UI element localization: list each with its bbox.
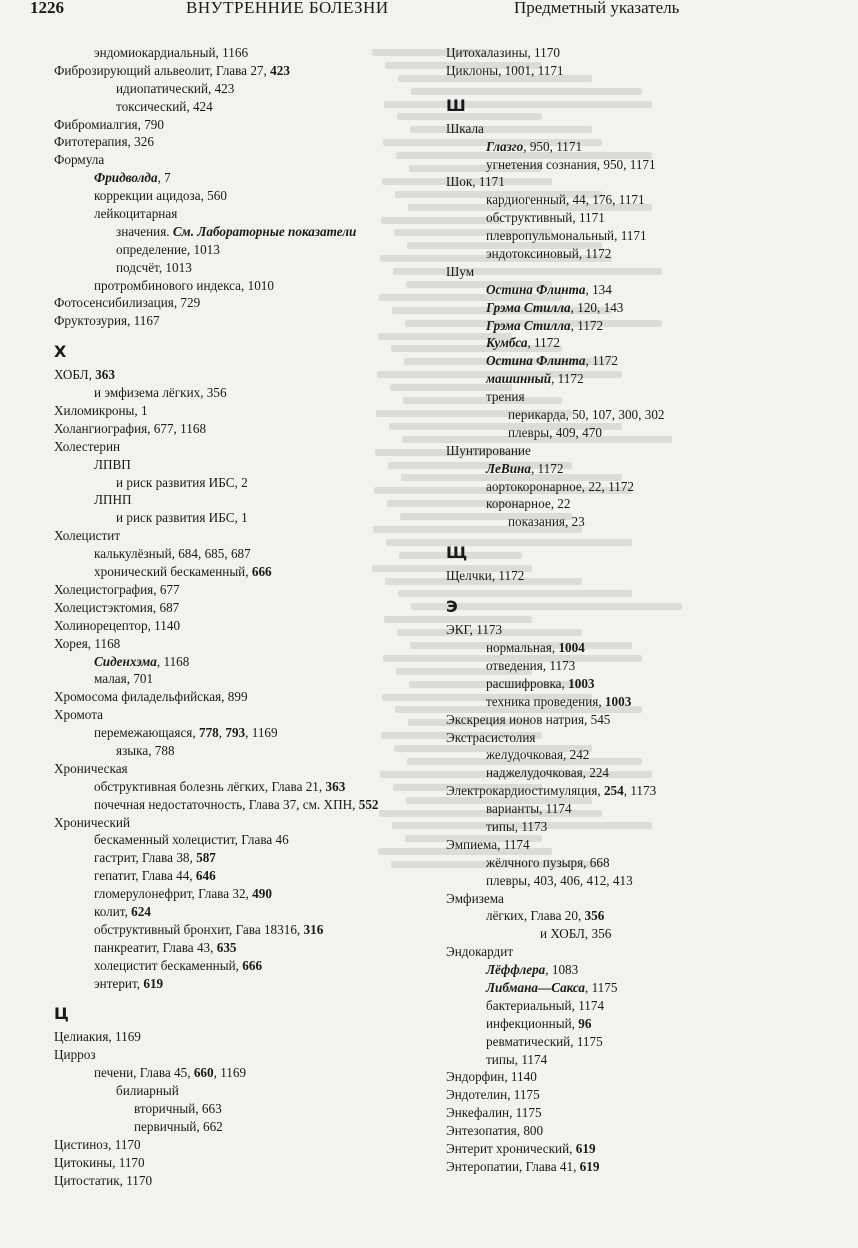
index-subentry bbox=[54, 939, 426, 957]
index-subentry bbox=[54, 205, 426, 223]
index-subentry bbox=[54, 778, 426, 796]
entry-text: , 1172 bbox=[551, 371, 584, 387]
index-entry bbox=[54, 1136, 426, 1154]
eponym-text: См. bbox=[172, 223, 194, 239]
index-subentry bbox=[54, 670, 426, 688]
entry-text: энтерит, bbox=[94, 975, 144, 991]
entry-text: Фруктозурия, 1167 bbox=[54, 313, 160, 329]
entry-text: трения bbox=[486, 389, 525, 405]
eponym-text: Либмана—Сакса bbox=[486, 979, 585, 995]
index-subentry bbox=[54, 563, 426, 581]
entry-text: идиопатический, 423 bbox=[116, 80, 235, 96]
index-entry bbox=[446, 44, 826, 62]
index-entry bbox=[446, 1158, 826, 1176]
index-subentry bbox=[54, 545, 426, 563]
index-subentry bbox=[446, 657, 826, 675]
page-ref-bold: 1003 bbox=[604, 693, 632, 709]
entry-text: и эмфизема лёгких, 356 bbox=[94, 385, 227, 401]
eponym-text: ЛеВина bbox=[486, 460, 531, 476]
entry-text: обструктивная болезнь лёгких, Глава 21, bbox=[94, 778, 326, 794]
entry-text: аортокоронарное, 22, 1172 bbox=[486, 478, 634, 494]
book-title: ВНУТРЕННИЕ БОЛЕЗНИ bbox=[186, 0, 389, 17]
entry-text: Хиломикроны, 1 bbox=[54, 403, 148, 419]
index-entry bbox=[446, 62, 826, 80]
index-entry bbox=[446, 890, 826, 908]
index-subentry bbox=[54, 724, 426, 742]
entry-text: бактериальный, 1174 bbox=[486, 997, 605, 1013]
index-subentry bbox=[54, 1064, 426, 1082]
entry-text: плевры, 403, 406, 412, 413 bbox=[486, 872, 633, 888]
entry-text: , bbox=[218, 725, 226, 741]
entry-text: , 1083 bbox=[545, 962, 579, 978]
entry-text: первичный, 662 bbox=[134, 1118, 223, 1134]
index-subentry bbox=[446, 979, 826, 997]
page-ref-bold: 624 bbox=[131, 903, 151, 919]
entry-text: , 1173 bbox=[623, 783, 657, 799]
page-ref-bold: 552 bbox=[358, 796, 379, 812]
entry-text: печени, Глава 45, bbox=[94, 1065, 194, 1081]
entry-text: ЛПНП bbox=[94, 492, 132, 508]
index-subentry bbox=[54, 80, 426, 98]
entry-text: и ХОБЛ, 356 bbox=[540, 926, 612, 942]
index-subentry bbox=[54, 241, 426, 259]
index-entry bbox=[54, 1154, 426, 1172]
index-subentry bbox=[446, 872, 826, 890]
index-entry bbox=[54, 151, 426, 169]
eponym-text: Грэма Стилла bbox=[486, 299, 571, 315]
index-subentry bbox=[446, 370, 826, 388]
entry-text: кардиогенный, 44, 176, 1171 bbox=[486, 192, 645, 208]
index-entry bbox=[54, 581, 426, 599]
entry-text: жёлчного пузыря, 668 bbox=[486, 854, 610, 870]
index-subentry bbox=[446, 334, 826, 352]
index-entry bbox=[54, 814, 426, 832]
entry-text: Экскреция ионов натрия, 545 bbox=[446, 711, 611, 727]
entry-text: ЛПВП bbox=[94, 456, 131, 472]
index-entry bbox=[54, 133, 426, 151]
entry-text: , 1172 bbox=[570, 317, 604, 333]
eponym-text: Остина Флинта bbox=[486, 281, 586, 297]
index-entry bbox=[446, 782, 826, 800]
entry-text: Шок, 1171 bbox=[446, 174, 505, 190]
index-entry bbox=[446, 1104, 826, 1122]
index-letter-heading: Э bbox=[446, 597, 458, 617]
entry-text: токсический, 424 bbox=[116, 98, 213, 114]
index-entry bbox=[54, 706, 426, 724]
index-entry bbox=[446, 943, 826, 961]
entry-text: и риск развития ИБС, 2 bbox=[116, 474, 248, 490]
page-ref-bold: 778 bbox=[198, 725, 219, 741]
index-entry bbox=[54, 635, 426, 653]
index-entry bbox=[446, 711, 826, 729]
entry-text: , 1172 bbox=[585, 353, 618, 369]
index-subentry bbox=[446, 800, 826, 818]
entry-text: плевропульмональный, 1171 bbox=[486, 228, 647, 244]
index-subentry bbox=[446, 406, 826, 424]
entry-text: лейкоцитарная bbox=[94, 206, 178, 222]
index-entry bbox=[54, 438, 426, 456]
eponym-text: Кумбса bbox=[486, 335, 528, 351]
eponym-text: Остина Флинта bbox=[486, 353, 586, 369]
index-subentry bbox=[54, 509, 426, 527]
index-entry bbox=[54, 62, 426, 80]
entry-text: бескаменный холецистит, Глава 46 bbox=[94, 832, 289, 848]
entry-text: Цитохалазины, 1170 bbox=[446, 45, 560, 60]
page-ref-bold: 793 bbox=[225, 725, 246, 741]
page-ref-bold: 316 bbox=[303, 921, 324, 937]
entry-text: , 1169 bbox=[245, 725, 278, 741]
index-entry bbox=[446, 173, 826, 191]
entry-text: и риск развития ИБС, 1 bbox=[116, 510, 248, 526]
eponym-text: Фридволда bbox=[94, 170, 158, 186]
entry-text: Хронический bbox=[54, 814, 131, 830]
entry-text: хронический бескаменный, bbox=[94, 564, 252, 580]
page-ref-bold: 363 bbox=[325, 778, 346, 794]
entry-text: колит, bbox=[94, 903, 132, 919]
index-entry bbox=[54, 599, 426, 617]
section-title: Предметный указатель bbox=[514, 0, 680, 17]
entry-text: Холецистэктомия, 687 bbox=[54, 599, 180, 615]
index-subentry bbox=[446, 693, 826, 711]
eponym-text: Грэма Стилла bbox=[486, 317, 571, 333]
entry-text: показания, 23 bbox=[508, 514, 585, 530]
entry-text: Эндокардит bbox=[446, 944, 514, 960]
index-entry bbox=[54, 366, 426, 384]
entry-text: Эндотелин, 1175 bbox=[446, 1087, 540, 1103]
entry-text: , 950, 1171 bbox=[523, 138, 583, 154]
page-ref-bold: 490 bbox=[252, 886, 272, 902]
entry-text: , 120, 143 bbox=[570, 299, 624, 315]
index-subentry bbox=[446, 1015, 826, 1033]
index-subentry bbox=[54, 975, 426, 993]
entry-text: Цистиноз, 1170 bbox=[54, 1136, 141, 1152]
index-subentry bbox=[54, 921, 426, 939]
page-header bbox=[0, 0, 858, 22]
eponym-text: машинный bbox=[486, 371, 552, 387]
index-subentry bbox=[446, 495, 826, 513]
entry-text: типы, 1173 bbox=[486, 818, 548, 834]
entry-text: языка, 788 bbox=[116, 742, 175, 758]
entry-text: желудочковая, 242 bbox=[486, 747, 590, 763]
page-ref-bold: 96 bbox=[578, 1015, 592, 1031]
index-letter-heading: Х bbox=[54, 342, 67, 362]
index-subentry bbox=[446, 352, 826, 370]
index-entry bbox=[446, 263, 826, 281]
entry-text: типы, 1174 bbox=[486, 1051, 548, 1067]
index-entry bbox=[446, 1086, 826, 1104]
entry-text: отведения, 1173 bbox=[486, 657, 576, 673]
index-subentry bbox=[446, 675, 826, 693]
index-subentry bbox=[54, 742, 426, 760]
entry-text: , 134 bbox=[585, 281, 612, 297]
entry-text: ЭКГ, 1173 bbox=[446, 622, 503, 638]
index-entry bbox=[446, 120, 826, 138]
index-subentry bbox=[446, 156, 826, 174]
page-ref-bold: 660 bbox=[193, 1065, 214, 1081]
index-subentry bbox=[446, 854, 826, 872]
index-entry bbox=[446, 442, 826, 460]
index-subentry bbox=[54, 259, 426, 277]
index-subentry bbox=[446, 764, 826, 782]
index-subentry bbox=[446, 191, 826, 209]
index-subentry bbox=[446, 513, 826, 531]
index-entry bbox=[54, 617, 426, 635]
entry-text: Щелчки, 1172 bbox=[446, 568, 525, 584]
index-subentry bbox=[54, 384, 426, 402]
entry-text: гломерулонефрит, Глава 32, bbox=[94, 886, 253, 902]
entry-text: Фотосенсибилизация, 729 bbox=[54, 295, 201, 311]
index-entry bbox=[446, 1140, 826, 1158]
entry-text: Экстрасистолия bbox=[446, 729, 536, 745]
entry-text: Шкала bbox=[446, 120, 484, 136]
page-ref-bold: 666 bbox=[251, 564, 272, 580]
eponym-text: Сиденхэма bbox=[94, 653, 157, 669]
index-subentry bbox=[446, 209, 826, 227]
entry-text: Энкефалин, 1175 bbox=[446, 1105, 542, 1121]
page-ref-bold: 1004 bbox=[558, 640, 585, 656]
index-subentry bbox=[54, 1082, 426, 1100]
index-subentry bbox=[446, 138, 826, 156]
page-ref-bold: 1003 bbox=[568, 675, 595, 691]
entry-text: Циклоны, 1001, 1171 bbox=[446, 62, 564, 78]
entry-text: Холинорецептор, 1140 bbox=[54, 617, 181, 633]
entry-text: Холангиография, 677, 1168 bbox=[54, 420, 207, 436]
entry-text: , 1168 bbox=[156, 653, 190, 669]
index-subentry bbox=[54, 653, 426, 671]
page-ref-bold: 635 bbox=[216, 939, 237, 955]
entry-text: Цитокины, 1170 bbox=[54, 1154, 145, 1170]
entry-text: перикарда, 50, 107, 300, 302 bbox=[508, 407, 665, 423]
index-subentry bbox=[446, 818, 826, 836]
index-entry bbox=[54, 294, 426, 312]
entry-text: плевры, 409, 470 bbox=[508, 424, 602, 440]
entry-text: определение, 1013 bbox=[116, 241, 220, 257]
entry-text: Цитостатик, 1170 bbox=[54, 1172, 153, 1188]
entry-text: Электрокардиостимуляция, bbox=[446, 783, 604, 799]
page-ref-bold: 666 bbox=[242, 957, 263, 973]
index-subentry bbox=[54, 474, 426, 492]
entry-text: ХОБЛ, bbox=[54, 367, 96, 383]
entry-text: ревматический, 1175 bbox=[486, 1033, 603, 1049]
entry-text: билиарный bbox=[116, 1083, 179, 1099]
index-subentry bbox=[446, 961, 826, 979]
entry-text: Фибромиалгия, 790 bbox=[54, 116, 164, 132]
page-ref-bold: 619 bbox=[575, 1140, 596, 1156]
entry-text: Цирроз bbox=[54, 1047, 96, 1063]
index-entry bbox=[54, 116, 426, 134]
entry-text: Хромосома филадельфийская, 899 bbox=[54, 689, 248, 705]
entry-text: , 1169 bbox=[213, 1065, 247, 1081]
entry-text: коррекции ацидоза, 560 bbox=[94, 188, 227, 204]
entry-text: Фиброзирующий альвеолит, Глава 27, bbox=[54, 62, 271, 78]
index-entry bbox=[54, 527, 426, 545]
index-entry bbox=[54, 1046, 426, 1064]
index-entry bbox=[54, 1172, 426, 1190]
entry-text: вторичный, 663 bbox=[134, 1100, 222, 1116]
index-subentry bbox=[54, 44, 426, 62]
entry-text: Целиакия, 1169 bbox=[54, 1029, 141, 1045]
entry-text: , 7 bbox=[157, 170, 171, 186]
entry-text: варианты, 1174 bbox=[486, 801, 572, 817]
page-ref-bold: 587 bbox=[196, 850, 216, 866]
index-subentry bbox=[446, 1033, 826, 1051]
index-subentry bbox=[54, 957, 426, 975]
entry-text: перемежающаяся, bbox=[94, 725, 199, 741]
index-subentry bbox=[54, 98, 426, 116]
entry-text: нормальная, bbox=[486, 640, 559, 656]
entry-text: Формула bbox=[54, 152, 105, 168]
index-subentry bbox=[54, 867, 426, 885]
entry-text: лёгких, Глава 20, bbox=[486, 908, 585, 924]
index-entry bbox=[446, 729, 826, 747]
index-entry bbox=[54, 402, 426, 420]
entry-text: Эмпиема, 1174 bbox=[446, 836, 530, 852]
index-subentry bbox=[54, 831, 426, 849]
page-ref-bold: 423 bbox=[270, 62, 290, 78]
entry-text: , 1172 bbox=[530, 460, 564, 476]
index-entry bbox=[54, 420, 426, 438]
index-subentry bbox=[54, 796, 426, 814]
index-letter-heading: Ш bbox=[446, 95, 466, 115]
entry-text: Холестерин bbox=[54, 438, 121, 454]
index-entry bbox=[54, 1028, 426, 1046]
entry-text: малая, 701 bbox=[94, 671, 154, 687]
entry-text: обструктивный, 1171 bbox=[486, 210, 605, 226]
index-subentry bbox=[54, 491, 426, 509]
page-ref-bold: 356 bbox=[584, 908, 605, 924]
index-subentry bbox=[446, 299, 826, 317]
entry-text: подсчёт, 1013 bbox=[116, 259, 192, 275]
index-column-right bbox=[446, 44, 826, 1176]
eponym-text: Лёффлера bbox=[486, 962, 546, 978]
page-ref-bold: 646 bbox=[195, 868, 216, 884]
index-subentry bbox=[446, 997, 826, 1015]
entry-text: Холецистография, 677 bbox=[54, 581, 180, 597]
index-subentry bbox=[54, 1118, 426, 1136]
index-entry bbox=[54, 688, 426, 706]
index-subentry bbox=[446, 245, 826, 263]
index-subentry bbox=[54, 849, 426, 867]
entry-text: Хромота bbox=[54, 707, 104, 723]
entry-text: почечная недостаточность, Глава 37, см. ХПН, bbox=[94, 796, 359, 812]
entry-text: Энтерит хронический, bbox=[446, 1140, 576, 1156]
index-subentry bbox=[446, 424, 826, 442]
index-subentry bbox=[54, 223, 426, 241]
entry-text: коронарное, 22 bbox=[486, 496, 571, 512]
entry-text: холецистит бескаменный, bbox=[94, 957, 243, 973]
index-subentry bbox=[446, 317, 826, 335]
index-entry bbox=[54, 312, 426, 330]
index-letter-heading: Ц bbox=[54, 1004, 69, 1024]
entry-text: расшифровка, bbox=[486, 675, 569, 691]
index-subentry bbox=[446, 388, 826, 406]
index-subentry bbox=[54, 277, 426, 295]
entry-text: Эмфизема bbox=[446, 890, 504, 906]
index-subentry bbox=[446, 478, 826, 496]
index-subentry bbox=[54, 187, 426, 205]
entry-text: Хроническая bbox=[54, 760, 128, 776]
entry-text: Шунтирование bbox=[446, 442, 531, 458]
page-ref-bold: 254 bbox=[603, 783, 624, 799]
entry-text: Энтеропатии, Глава 41, bbox=[446, 1158, 580, 1174]
index-entry bbox=[446, 836, 826, 854]
entry-text: обструктивный бронхит, Гава 18316, bbox=[94, 921, 304, 937]
index-subentry bbox=[446, 1051, 826, 1069]
index-entry bbox=[54, 760, 426, 778]
entry-text: угнетения сознания, 950, 1171 bbox=[486, 156, 656, 172]
entry-text: значения. bbox=[116, 223, 173, 239]
page-ref-bold: 363 bbox=[95, 367, 115, 383]
page-ref-bold: 619 bbox=[143, 975, 164, 991]
index-subentry bbox=[446, 460, 826, 478]
entry-text: Хорея, 1168 bbox=[54, 635, 121, 651]
entry-text: Энтезопатия, 800 bbox=[446, 1123, 544, 1139]
entry-text: эндомиокардиальный, 1166 bbox=[94, 45, 249, 60]
index-subentry bbox=[446, 746, 826, 764]
index-subentry bbox=[446, 925, 826, 943]
index-subentry bbox=[446, 907, 826, 925]
index-letter-heading: Щ bbox=[446, 543, 468, 563]
index-entry bbox=[446, 567, 826, 585]
entry-text: , 1175 bbox=[584, 979, 618, 995]
index-subentry bbox=[54, 169, 426, 187]
entry-text: эндотоксиновый, 1172 bbox=[486, 246, 612, 262]
entry-text: калькулёзный, 684, 685, 687 bbox=[94, 546, 251, 562]
index-column-left bbox=[54, 44, 426, 1189]
index-subentry bbox=[446, 639, 826, 657]
index-subentry bbox=[54, 1100, 426, 1118]
index-entry bbox=[446, 1122, 826, 1140]
page-number: 1226 bbox=[30, 0, 64, 17]
page-ref-bold: 619 bbox=[579, 1158, 600, 1174]
index-subentry bbox=[54, 456, 426, 474]
entry-text: панкреатит, Глава 43, bbox=[94, 939, 217, 955]
entry-text: инфекционный, bbox=[486, 1015, 579, 1031]
index-subentry bbox=[54, 903, 426, 921]
entry-text: наджелудочковая, 224 bbox=[486, 765, 610, 781]
index-subentry bbox=[54, 885, 426, 903]
index-entry bbox=[446, 1068, 826, 1086]
eponym-text: Глазго bbox=[486, 138, 524, 154]
entry-text: Холецистит bbox=[54, 528, 121, 544]
entry-text: Фитотерапия, 326 bbox=[54, 134, 154, 150]
entry-text: Шум bbox=[446, 263, 475, 279]
entry-text: Эндорфин, 1140 bbox=[446, 1069, 537, 1085]
entry-text: протромбинового индекса, 1010 bbox=[94, 277, 274, 293]
entry-text: техника проведения, bbox=[486, 693, 605, 709]
index-subentry bbox=[446, 227, 826, 245]
entry-text: гастрит, Глава 38, bbox=[94, 850, 197, 866]
entry-text: , 1172 bbox=[527, 335, 560, 351]
entry-text: гепатит, Глава 44, bbox=[94, 868, 196, 884]
eponym-text: Лабораторные показатели bbox=[197, 223, 357, 239]
index-subentry bbox=[446, 281, 826, 299]
index-entry bbox=[446, 621, 826, 639]
